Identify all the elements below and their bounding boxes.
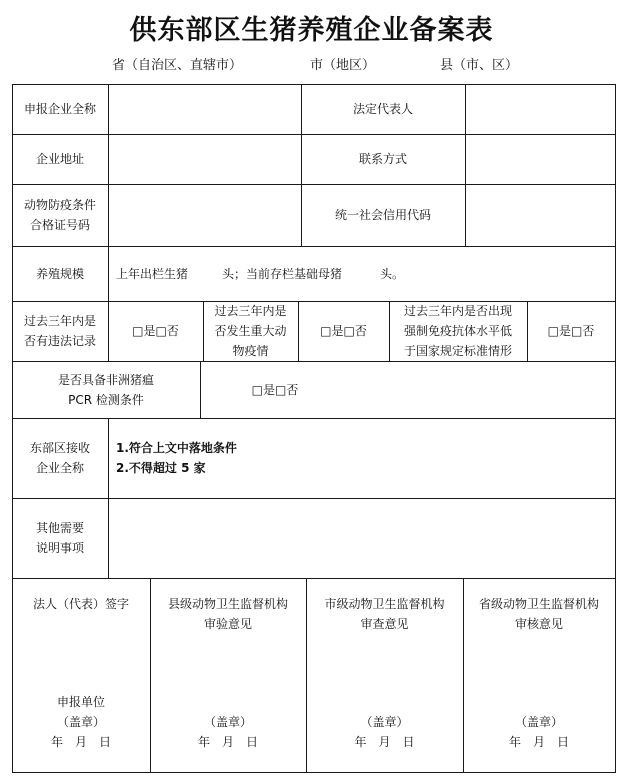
receiver-label-line1: 东部区接收 — [29, 441, 90, 455]
signature-date-province: 年 月 日 — [508, 735, 569, 749]
signature-unit-applicant: 申报单位 — [56, 695, 105, 709]
pcr-yes-no[interactable]: □是□否 — [251, 382, 299, 397]
signature-date-county: 年 月 日 — [197, 735, 258, 749]
violation-yes-no[interactable]: □是□否 — [132, 324, 179, 338]
signature-heading-city: 市级动物卫生监督机构 — [324, 597, 445, 611]
scale-field[interactable] — [108, 246, 615, 301]
company-name-label: 申报企业全称 — [23, 102, 96, 116]
receiver-label — [12, 418, 108, 498]
signature-date-applicant: 年 月 日 — [50, 735, 111, 749]
violation-label-line1: 过去三年内是 — [23, 314, 96, 328]
cert-label-line1: 动物防疫条件 — [23, 198, 96, 212]
immunity-label-line2: 强制免疫抗体水平低 — [403, 324, 512, 338]
region-county: 县（市、区） — [440, 58, 519, 73]
region-city: 市（地区） — [310, 58, 376, 73]
signature-seal-county: （盖章） — [203, 715, 252, 729]
signature-heading-province: 省级动物卫生监督机构 — [478, 597, 599, 611]
receiver-field[interactable] — [108, 418, 615, 498]
cert-field[interactable] — [108, 184, 301, 246]
receiver-note-2: 2.不得超过 5 家 — [116, 461, 206, 475]
other-field[interactable] — [108, 498, 615, 578]
other-label-line2: 说明事项 — [35, 541, 84, 555]
cert-label — [12, 184, 108, 246]
contact-field[interactable] — [465, 134, 615, 184]
immunity-label — [389, 301, 527, 361]
immunity-label-line3: 于国家规定标准情形 — [403, 344, 512, 358]
pcr-label-line2: PCR 检测条件 — [68, 392, 144, 407]
immunity-yes-no[interactable]: □是□否 — [547, 324, 595, 338]
cert-label-line2: 合格证号码 — [29, 218, 90, 232]
address-label: 企业地址 — [35, 152, 84, 166]
company-name-field[interactable] — [108, 84, 301, 134]
region-province: 省（自治区、直辖市） — [112, 58, 243, 73]
signature-subheading-province: 审核意见 — [514, 617, 563, 631]
other-label — [12, 498, 108, 578]
scale-unit-2: 头。 — [380, 266, 405, 281]
signature-seal-applicant: （盖章） — [56, 715, 105, 729]
legal-rep-label: 法定代表人 — [352, 102, 413, 116]
epidemic-label-line1: 过去三年内是 — [214, 304, 287, 318]
receiver-note-1: 1.符合上文中落地条件 — [116, 441, 237, 455]
other-label-line1: 其他需要 — [35, 521, 84, 535]
form-title: 供东部区生猪养殖企业备案表 — [129, 15, 494, 46]
epidemic-label — [203, 301, 298, 361]
credit-code-field[interactable] — [465, 184, 615, 246]
credit-code-label: 统一社会信用代码 — [334, 208, 431, 222]
pcr-label — [12, 361, 200, 418]
violation-label — [12, 301, 108, 361]
signature-seal-city: （盖章） — [360, 715, 409, 729]
contact-label: 联系方式 — [358, 152, 407, 166]
epidemic-label-line2: 否发生重大动 — [214, 324, 287, 338]
epidemic-label-line3: 物疫情 — [232, 344, 269, 358]
address-field[interactable] — [108, 134, 301, 184]
immunity-label-line1: 过去三年内是否出现 — [403, 304, 512, 318]
signature-heading-county: 县级动物卫生监督机构 — [167, 597, 288, 611]
signature-subheading-city: 审查意见 — [360, 617, 409, 631]
signature-subheading-county: 审验意见 — [203, 617, 252, 631]
signature-date-city: 年 月 日 — [354, 735, 415, 749]
epidemic-yes-no[interactable]: □是□否 — [320, 324, 367, 338]
scale-unit-1: 头；当前存栏基础母猪 — [222, 266, 343, 281]
signature-seal-province: （盖章） — [514, 715, 563, 729]
scale-text-1: 上年出栏生猪 — [116, 266, 189, 281]
receiver-label-line2: 企业全称 — [35, 461, 84, 475]
scale-label: 养殖规模 — [35, 266, 84, 281]
violation-label-line2: 否有违法记录 — [23, 334, 96, 348]
legal-rep-field[interactable] — [465, 84, 615, 134]
signature-heading-applicant: 法人（代表）签字 — [32, 597, 129, 611]
pcr-label-line1: 是否具备非洲猪瘟 — [57, 372, 154, 387]
